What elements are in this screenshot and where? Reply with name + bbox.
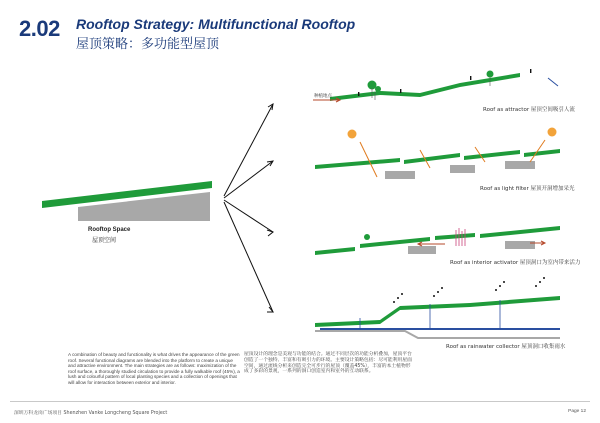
diagram-label-rainwater-collector: Roof as rainwater collector 屋顶洞口收集雨水: [446, 344, 566, 350]
rooftop-space-diagram: [42, 181, 212, 221]
footer-divider: [10, 401, 590, 402]
diagram-label-attractor: Roof as attractor 屋顶空间吸引人流: [483, 107, 575, 113]
diagram-label-interior-activator: Roof as interior activator 屋顶洞口为室内带来活力: [450, 260, 581, 266]
diagram-attractor: [313, 69, 558, 102]
fan-arrows: [224, 104, 273, 312]
footer: [0, 401, 600, 423]
diagram-interior-activator: [315, 226, 560, 255]
page-title: Rooftop Strategy: Multifunctional Rooftop: [76, 16, 356, 32]
body-text-en: A combination of beauty and functionality is what drives the appearance of the green roof. Several functional diagrams are blended into the platform to create a unique and attractive environment. The main strategies are as follows: maximization of the roof surface, a thoroughly studied circulation to provide a fully walkable roof (45%), a lush and colourful pattern of local planting species and a collection of openings that will allow for interaction between exterior and interior.: [68, 352, 240, 385]
page-subtitle-cn: 屋顶策略：多功能型屋顶: [76, 37, 220, 52]
diagram-rainwater-collector: [315, 277, 560, 338]
rooftop-space-label-cn: 屋顶空间: [92, 237, 117, 244]
diagram-label-light-filter: Roof as light filter 屋顶开洞增加采光: [480, 186, 575, 192]
diagram-light-filter: [315, 128, 560, 180]
section-number: 2.02: [19, 16, 60, 41]
rooftop-space-label: Rooftop Space: [88, 227, 131, 233]
diagram-label-callout: 种植地点: [314, 94, 332, 99]
footer-project: 深圳万科龙岗广场项目 Shenzhen Vanke Longcheng Square Project: [14, 411, 168, 416]
footer-page-number: Page 12: [568, 409, 586, 414]
body-text-cn: 屋顶设计的理念是美观与功能的结合。通过不同层次的功能分析叠加，屋顶平台创造了一个独特、丰富和有吸引力的环境。主要设计策略包括：尽可能利用屋面空间，通过流线分析来创造完全可步行的屋顶（覆盖45%），丰富的本土植物形成了多彩的景观，一系列的洞口创造室内和室外的互动联系。: [244, 352, 412, 375]
